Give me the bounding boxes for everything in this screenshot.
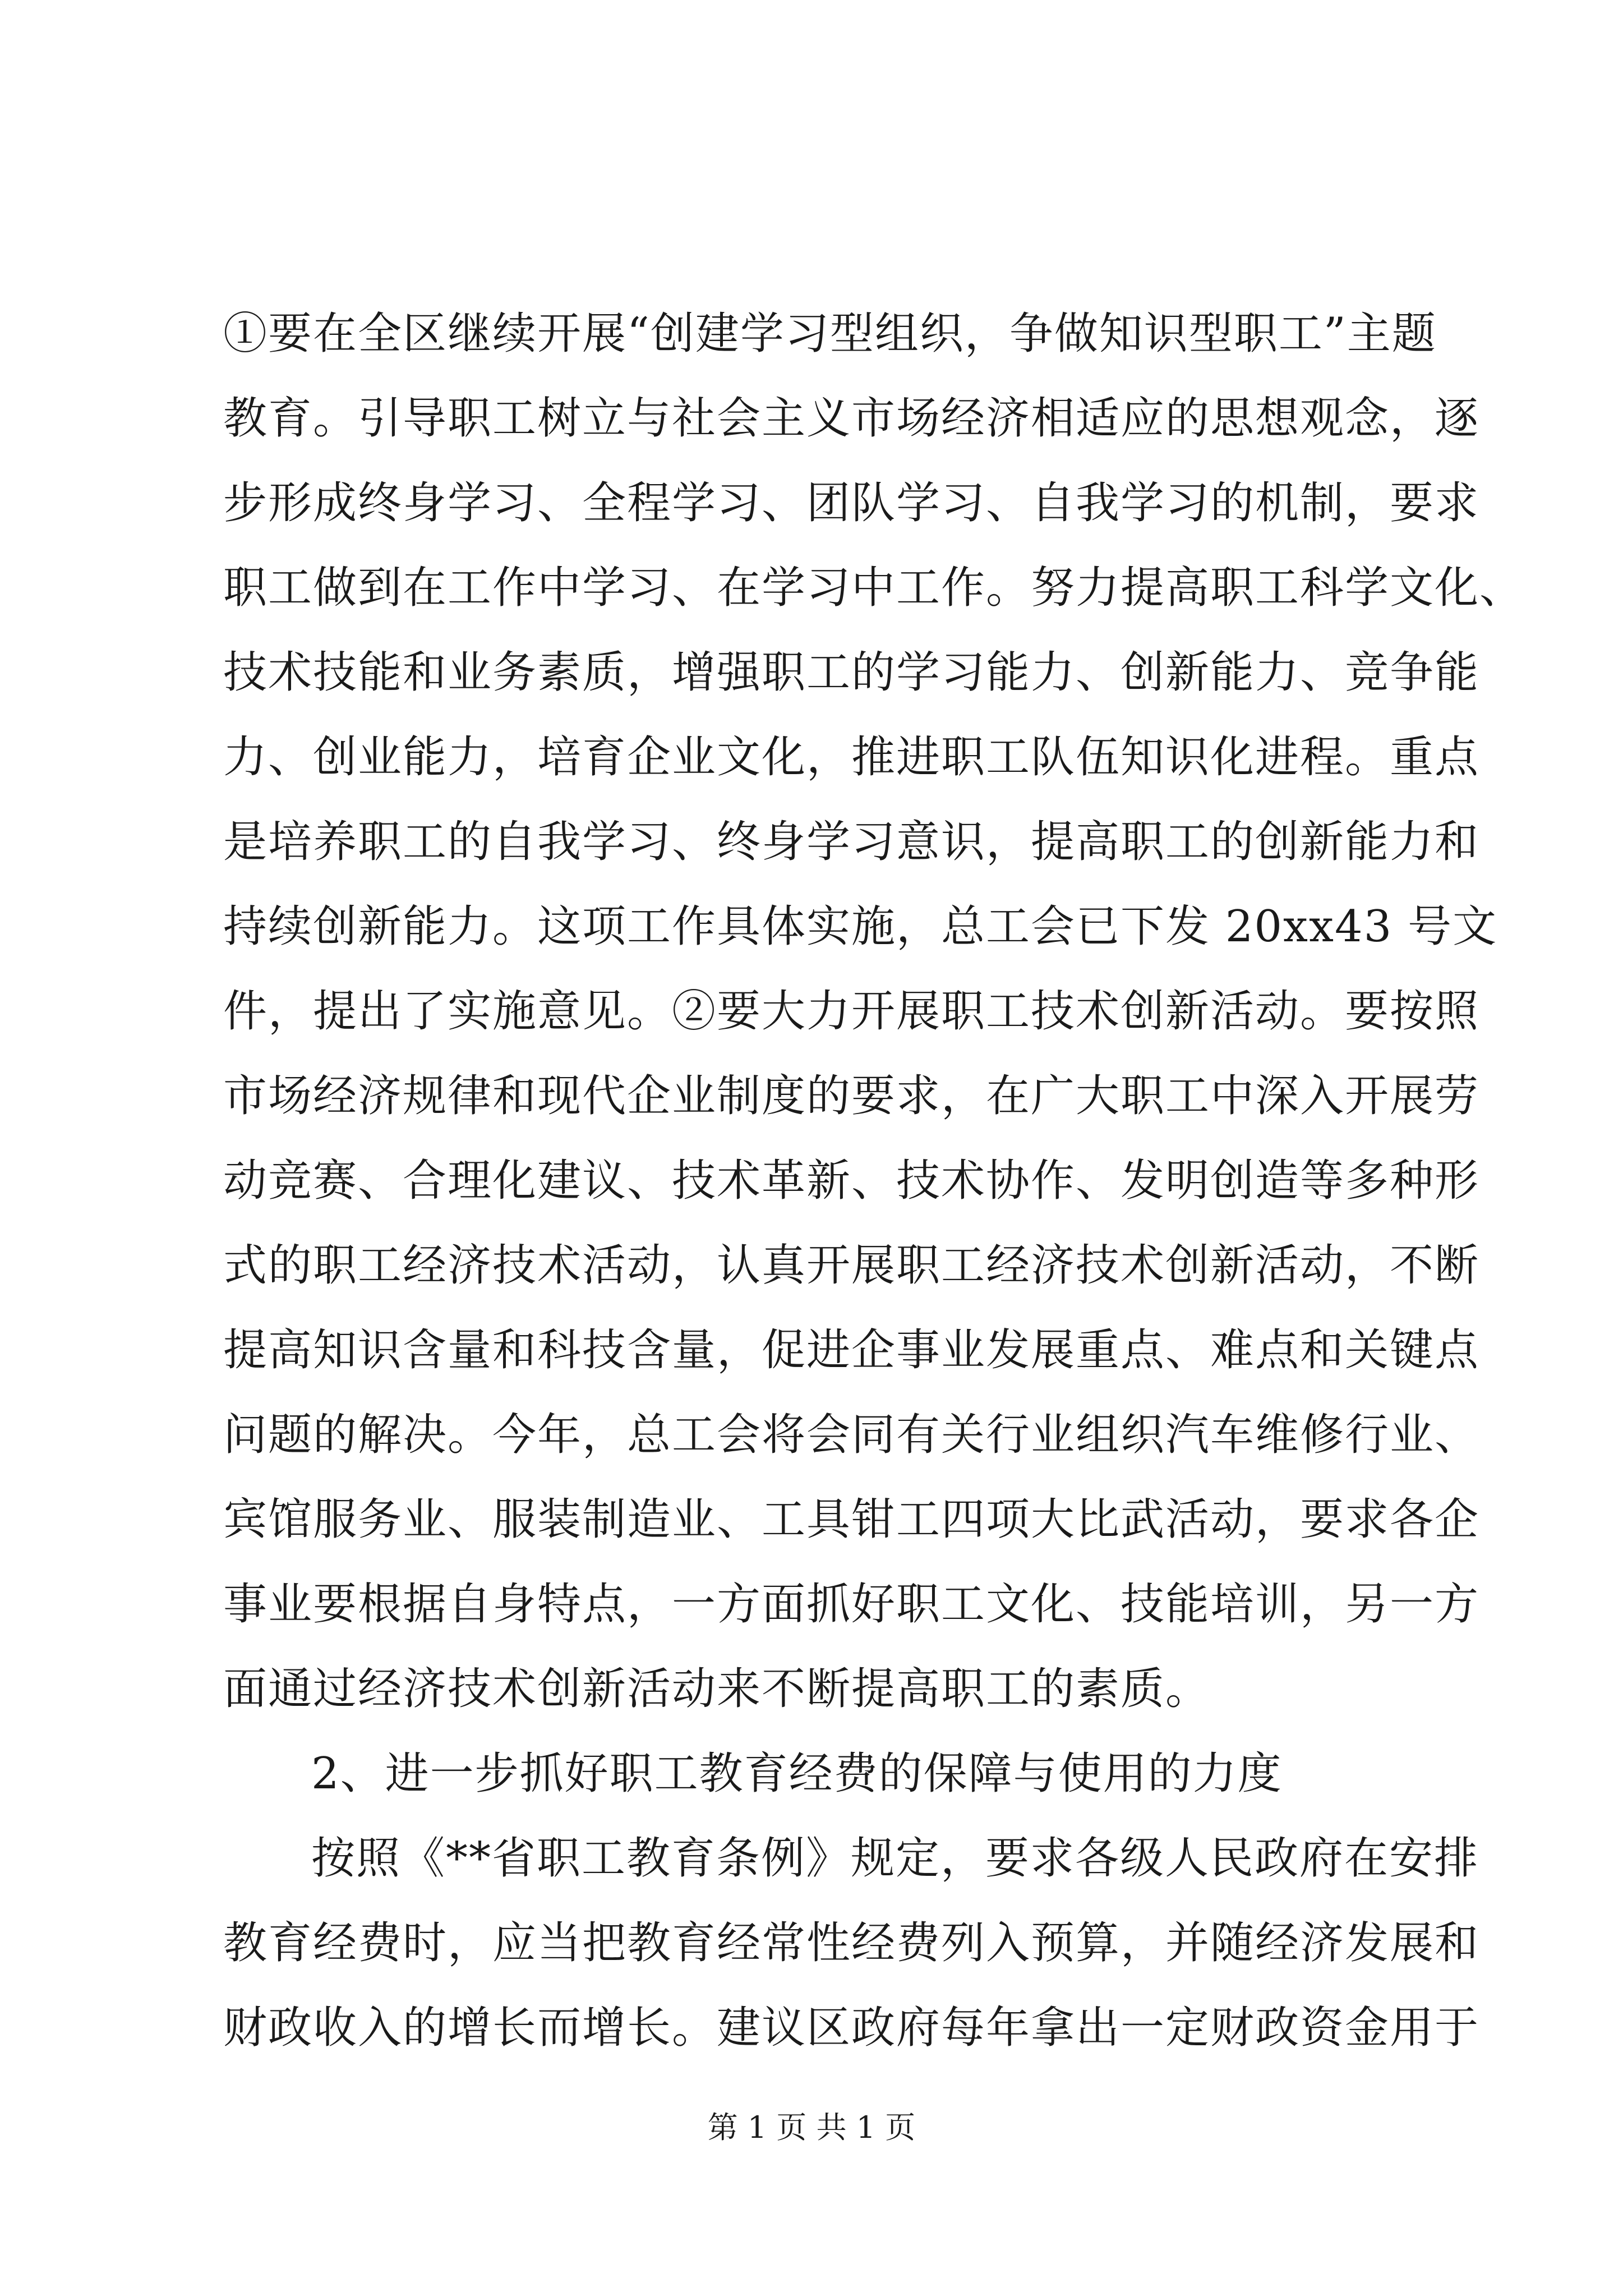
body-line: 职工做到在工作中学习、在学习中工作。努力提高职工科学文化、: [223, 563, 1525, 613]
body-line: 按照《**省职工教育条例》规定，要求各级人民政府在安排: [311, 1833, 1479, 1884]
body-line: 教育经费时，应当把教育经常性经费列入预算，并随经济发展和: [223, 1918, 1480, 1968]
section-heading: 2、进一步抓好职工教育经费的保障与使用的力度: [311, 1749, 1283, 1799]
body-line: 问题的解决。今年，总工会将会同有关行业组织汽车维修行业、: [223, 1410, 1480, 1460]
body-line: 件，提出了实施意见。②要大力开展职工技术创新活动。要按照: [223, 986, 1480, 1037]
body-line: 是培养职工的自我学习、终身学习意识，提高职工的创新能力和: [223, 817, 1480, 867]
body-line: 面通过经济技术创新活动来不断提高职工的素质。: [223, 1664, 1211, 1714]
body-line: 持续创新能力。这项工作具体实施，总工会已下发 20xx43 号文: [223, 901, 1498, 952]
body-line: 步形成终身学习、全程学习、团队学习、自我学习的机制，要求: [223, 478, 1480, 528]
body-line: 宾馆服务业、服装制造业、工具钳工四项大比武活动，要求各企: [223, 1494, 1480, 1545]
body-line: 式的职工经济技术活动，认真开展职工经济技术创新活动，不断: [223, 1240, 1480, 1291]
document-body: [223, 292, 1525, 2070]
page-footer: 第 1 页 共 1 页: [707, 2110, 916, 2145]
body-line: 财政收入的增长而增长。建议区政府每年拿出一定财政资金用于: [223, 2003, 1480, 2053]
body-line: 市场经济规律和现代企业制度的要求，在广大职工中深入开展劳: [223, 1071, 1480, 1121]
body-line: 提高知识含量和科技含量，促进企事业发展重点、难点和关键点: [223, 1325, 1480, 1375]
body-line: 教育。引导职工树立与社会主义市场经济相适应的思想观念，逐: [223, 393, 1480, 444]
body-line: 技术技能和业务素质，增强职工的学习能力、创新能力、竞争能: [223, 647, 1480, 698]
body-line: 动竞赛、合理化建议、技术革新、技术协作、发明创造等多种形: [223, 1156, 1480, 1206]
body-line: 事业要根据自身特点，一方面抓好职工文化、技能培训，另一方: [223, 1579, 1480, 1630]
body-line: ①要在全区继续开展“创建学习型组织，争做知识型职工”主题: [223, 309, 1437, 359]
body-line: 力、创业能力，培育企业文化，推进职工队伍知识化进程。重点: [223, 732, 1480, 783]
